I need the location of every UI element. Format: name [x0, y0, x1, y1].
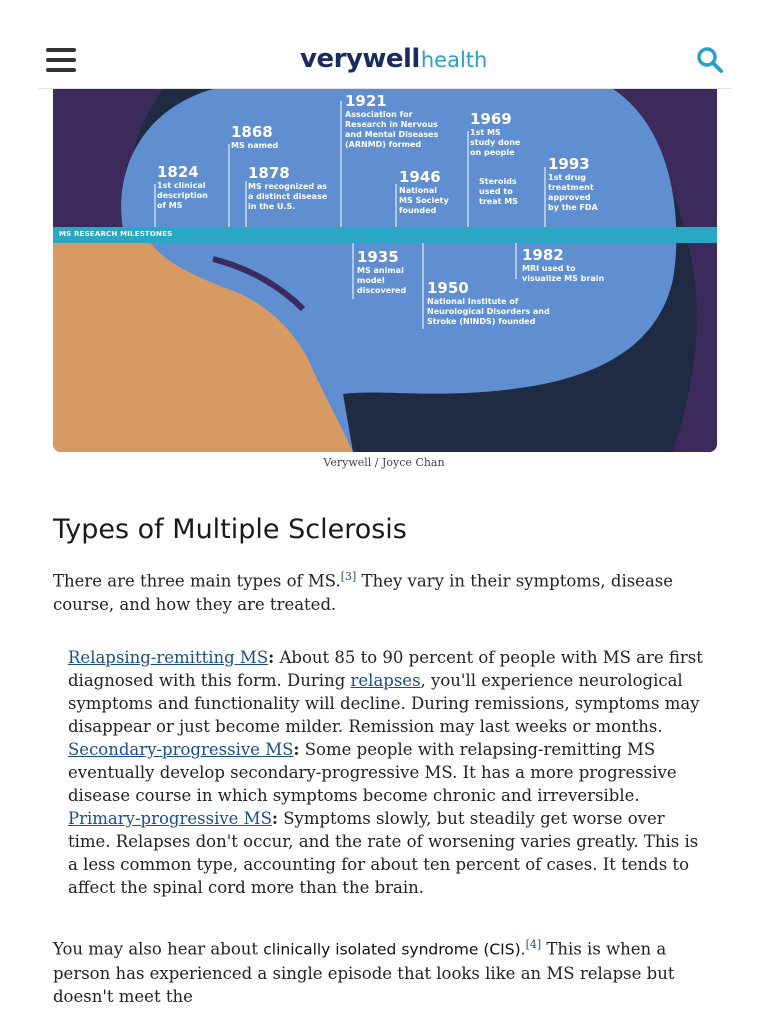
citation-link-3[interactable]: [3] [340, 570, 357, 583]
milestone-1868: 1868 MS named [231, 123, 279, 150]
list-item: Primary-progressive MS: Symptoms slowly, but steadily get worse over time. Relapses don't occur, and the rate of worsening varies greatly. This is a less common type, accounting for about ten percent of cases. It tends to affect the spinal cord more than the brain. [68, 809, 699, 897]
site-logo[interactable] [300, 44, 487, 78]
search-icon[interactable] [696, 46, 724, 74]
section-heading: Types of Multiple Sclerosis [53, 514, 407, 545]
cis-paragraph [53, 933, 703, 1008]
cis-term: clinically isolated syndrome (CIS). [263, 940, 526, 959]
list-item: Relapsing-remitting MS: About 85 to 90 percent of people with MS are first diagnosed with this form. During relapses, you'll experience neurological symptoms and functionality will decline. During remissions, symptoms may disappear or just become milder. Remission may last weeks or months. [68, 648, 703, 736]
milestone-1946: 1946 National MS Society founded [399, 168, 449, 215]
milestone-1921: 1921 Association for Research in Nervous and Mental Diseases (ARNMD) formed [345, 92, 439, 149]
milestone-1878: 1878 MS recognized as a distinct disease in the U.S. [248, 164, 328, 211]
list-item-text: Some people with relapsing-remitting MS eventually develop secondary-progressive MS. It has a more progressive disease course in which symptoms become chronic and irreversible. [68, 740, 677, 805]
primary-progressive-link[interactable]: Primary-progressive MS [68, 809, 272, 828]
intro-paragraph [53, 565, 703, 616]
milestone-steroids: Steroids used to treat MS [479, 177, 518, 206]
intro-text-2: They vary in their symptoms, disease course, and how they are treated. [53, 571, 674, 614]
list-item-text: About 85 to 90 percent of people with MS are first diagnosed with this form. During [68, 648, 703, 690]
logo-wordmark-health: health [420, 48, 488, 72]
relapses-link[interactable]: relapses [350, 671, 421, 690]
list-item-text: , you'll experience neurological symptoms and functionality will decline. During remissions, symptoms may disappear or just become milder. Remission may last weeks or months. [68, 671, 700, 736]
cis-text: You may also hear about [53, 939, 264, 959]
hamburger-menu-icon[interactable] [46, 48, 76, 74]
secondary-progressive-link[interactable]: Secondary-progressive MS [68, 740, 294, 759]
milestone-1969: 1969 1st MS study done on people [470, 110, 521, 157]
list-item-text: Symptoms slowly, but steadily get worse over time. Relapses don't occur, and the rate of worsening varies greatly. This is a less common type, accounting for about ten percent of cases. It tends to affect the spinal cord more than the brain. [68, 809, 699, 897]
cis-text-2: This is when a person has experienced a single episode that looks like an MS relapse but doesn't meet the [53, 939, 675, 1006]
image-credit: Verywell / Joyce Chan [323, 456, 445, 469]
ms-types-list [68, 646, 704, 899]
milestone-1993: 1993 1st drug treatment approved by the FDA [548, 155, 598, 212]
milestone-1935: 1935 MS animal model discovered [357, 248, 407, 295]
logo-wordmark-verywell: verywell [300, 44, 420, 74]
milestone-1982: 1982 MRI used to visualize MS brain [522, 246, 605, 283]
intro-text: There are three main types of MS. [53, 571, 341, 591]
site-header [38, 30, 732, 89]
relapsing-remitting-link[interactable]: Relapsing-remitting MS [68, 648, 269, 667]
milestone-1950: 1950 National Institute of Neurological Disorders and Stroke (NINDS) founded [427, 279, 550, 326]
ms-milestones-infographic [53, 89, 717, 452]
list-item: Secondary-progressive MS: Some people with relapsing-remitting MS eventually develop secondary-progressive MS. It has a more progressive disease course in which symptoms become chronic and irreversible. [68, 740, 677, 805]
citation-link-4[interactable]: [4] [525, 938, 542, 951]
milestone-1824: 1824 1st clinical description of MS [157, 163, 208, 210]
band-label: MS RESEARCH MILESTONES [59, 230, 173, 238]
